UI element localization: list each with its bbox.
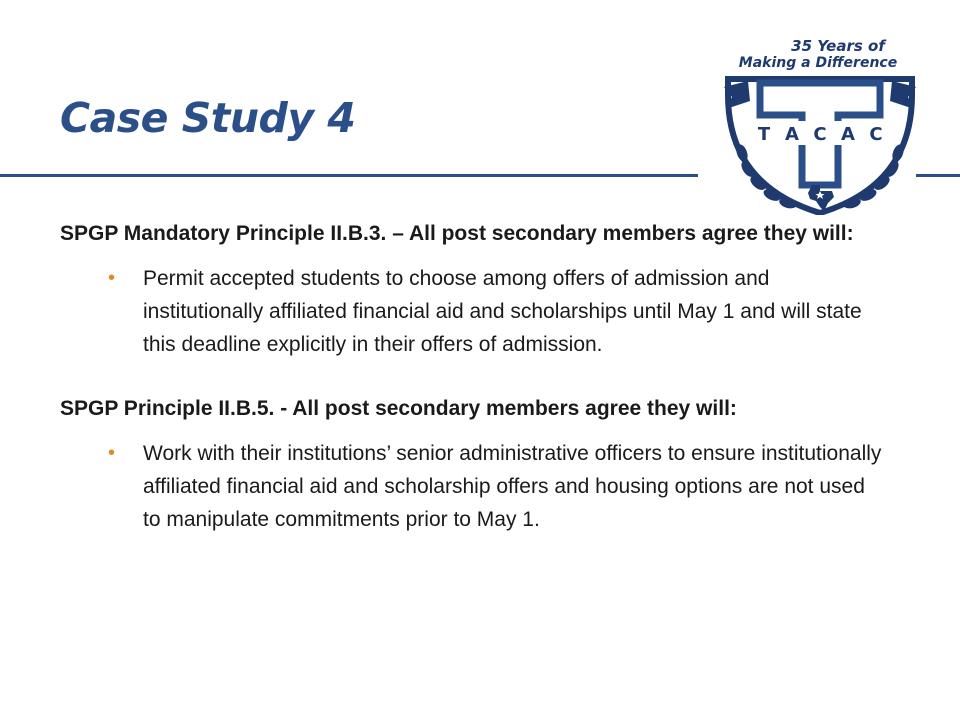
bullet-dot-icon: • — [108, 442, 116, 464]
slide-content — [60, 218, 920, 536]
title-divider-right — [916, 174, 960, 177]
tacac-logo — [720, 35, 920, 215]
logo-letter-3: C — [813, 124, 827, 145]
logo-letter-5: C — [869, 124, 883, 145]
logo-banner-line1: 35 Years of — [791, 37, 885, 55]
logo-banner-line2: Making a Difference — [738, 55, 898, 71]
bullet-dot-icon: • — [108, 267, 116, 289]
bullet-text-1: Permit accepted students to choose among offers of admission and institutionally affiliated financial aid and scholarships until May 1 and will state this deadline explicitly in their offers of admission. — [143, 267, 862, 356]
section-spacer — [60, 361, 920, 393]
title-divider-left — [0, 174, 698, 177]
logo-letter-2: A — [785, 124, 799, 145]
section-heading-2: SPGP Principle II.B.5. - All post secondary members agree they will: — [60, 397, 737, 420]
slide-title: Case Study 4 — [60, 94, 356, 142]
bullet-text-2: Work with their institutions’ senior administrative officers to ensure institutionally affiliated financial aid and scholarship offers and housing options are not used to manipulate commitments prior to May 1. — [143, 442, 882, 531]
logo-letter-4: A — [841, 124, 855, 145]
bullet-item-1 — [108, 262, 883, 361]
bullet-item-2 — [108, 437, 883, 536]
section-heading-1: SPGP Mandatory Principle II.B.3. – All post secondary members agree they will: — [60, 222, 854, 245]
logo-letter-1: T — [757, 124, 771, 145]
